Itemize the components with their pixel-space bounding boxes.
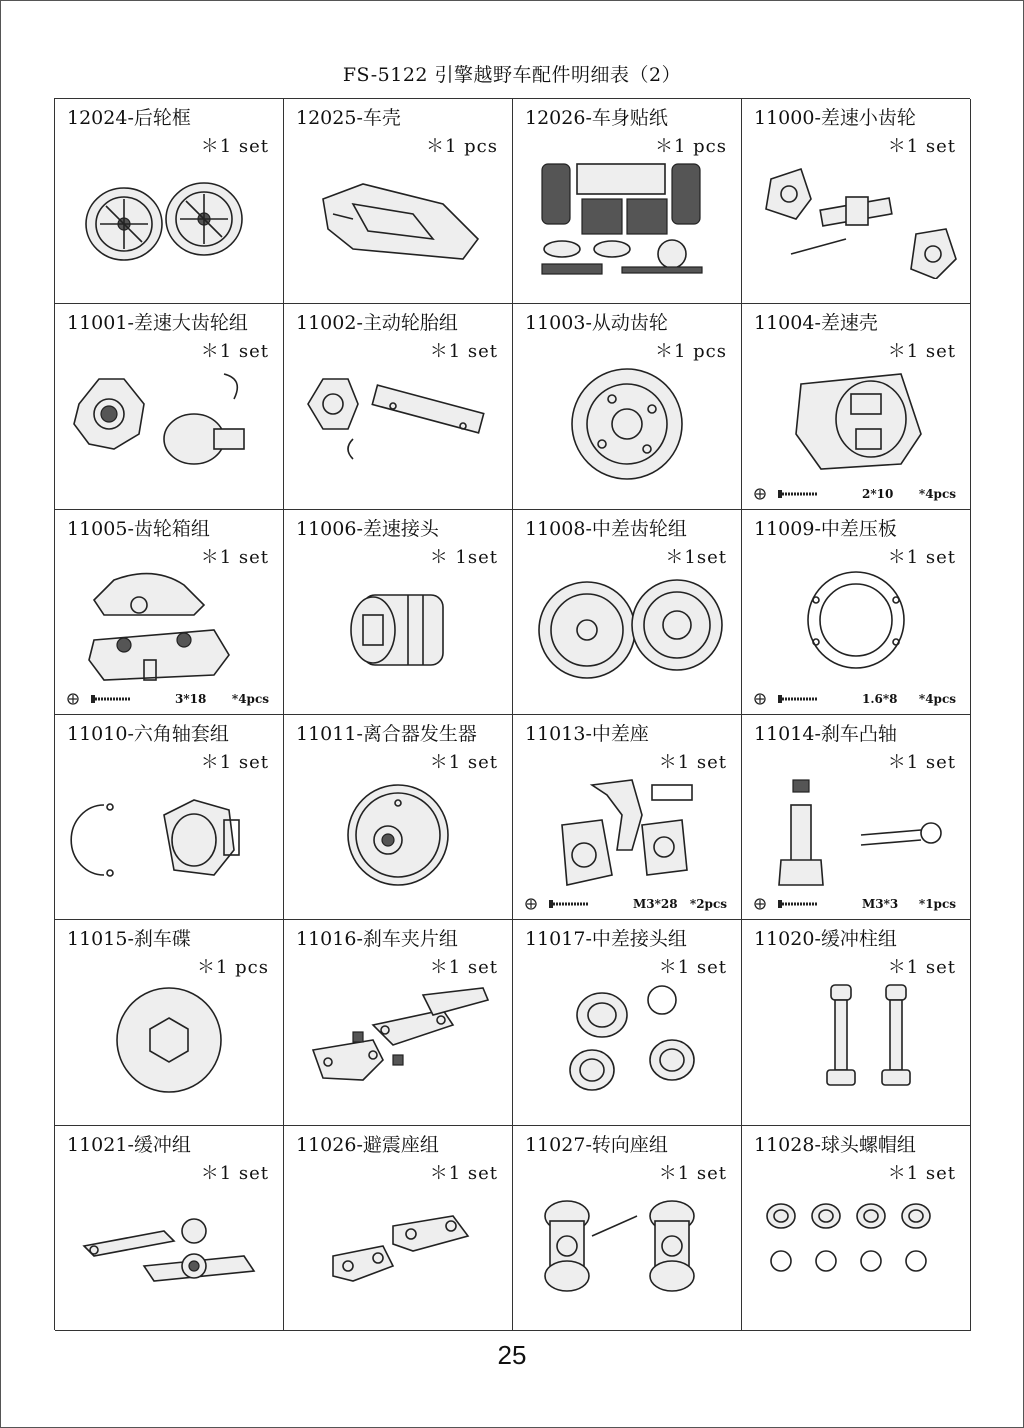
steering-knuckle-icon: [521, 1186, 733, 1306]
part-cell: [742, 920, 971, 1125]
part-quantity: ＊1 set: [200, 1162, 269, 1184]
brake-pads-icon: [292, 980, 504, 1100]
screw-spec: [752, 690, 960, 708]
part-cell: [55, 715, 284, 920]
part-quantity: ＊1 set: [887, 546, 956, 568]
screw-count: *4pcs: [918, 691, 956, 706]
part-name: 12026-车身贴纸: [525, 107, 668, 129]
servo-saver-icon: [63, 1186, 275, 1306]
screw-count: *2pcs: [689, 897, 727, 912]
part-name: 11015-刹车碟: [67, 928, 191, 951]
ring-gear-icon: [521, 364, 733, 484]
screw-spec: [752, 895, 960, 913]
part-quantity: ＊1 set: [200, 136, 269, 157]
part-name: 11014-刹车凸轴: [754, 722, 897, 745]
part-name: 11003-从动齿轮: [525, 312, 668, 335]
part-name: 11009-中差压板: [754, 517, 897, 540]
bevel-gear-set-icon: [750, 159, 962, 279]
screw-spec: [523, 895, 731, 913]
part-quantity: ＊1 set: [429, 341, 498, 363]
part-name: 11016-刹车夹片组: [296, 928, 458, 951]
screw-count: *1pcs: [918, 897, 956, 912]
part-quantity: ＊ 1set: [429, 546, 498, 568]
part-cell: [742, 99, 971, 304]
part-name: 11002-主动轮胎组: [296, 312, 458, 335]
part-cell: [742, 1126, 971, 1331]
part-quantity: ＊1 set: [200, 546, 269, 568]
large-gear-set-icon: [63, 364, 275, 484]
screw-icon: [523, 895, 623, 913]
part-quantity: ＊1 set: [429, 957, 498, 979]
part-name: 11021-缓冲组: [67, 1133, 191, 1156]
part-quantity: ＊1 set: [887, 957, 956, 979]
sticker-sheet-icon: [521, 159, 733, 279]
part-cell: [513, 920, 742, 1125]
part-cell: [55, 510, 284, 715]
part-name: 11001-差速大齿轮组: [67, 312, 248, 335]
ball-nut-set-icon: [750, 1186, 962, 1306]
part-cell: [55, 1126, 284, 1331]
part-cell: [513, 99, 742, 304]
part-cell: [284, 99, 513, 304]
spur-gears-icon: [521, 570, 733, 690]
hex-hub-icon: [63, 775, 275, 895]
part-cell: [55, 99, 284, 304]
screw-count: *4pcs: [918, 486, 956, 501]
part-name: 11017-中差接头组: [525, 928, 687, 951]
part-quantity: ＊1 set: [887, 341, 956, 363]
part-cell: [513, 304, 742, 509]
diff-outdrives-icon: [521, 980, 733, 1100]
part-name: 11020-缓冲柱组: [754, 928, 897, 951]
clutch-bell-icon: [292, 775, 504, 895]
screw-size: 2*10: [862, 486, 894, 501]
shock-mount-icon: [292, 1186, 504, 1306]
part-quantity: ＊1 pcs: [196, 957, 269, 979]
part-name: 11006-差速接头: [296, 517, 439, 540]
screw-icon: [65, 690, 165, 708]
part-cell: [284, 304, 513, 509]
part-quantity: ＊1 set: [200, 751, 269, 773]
screw-spec: [752, 485, 960, 503]
part-quantity: ＊1 set: [887, 1162, 956, 1184]
part-name: 11005-齿轮箱组: [67, 517, 210, 540]
part-name: 11026-避震座组: [296, 1133, 439, 1156]
part-cell: [284, 510, 513, 715]
part-name: 11010-六角轴套组: [67, 722, 229, 745]
screw-spec: [65, 690, 273, 708]
part-cell: [284, 1126, 513, 1331]
part-quantity: ＊1 set: [887, 751, 956, 773]
part-name: 11000-差速小齿轮: [754, 107, 916, 129]
page-title: FS-5122 引擎越野车配件明细表（2）: [342, 64, 682, 86]
part-quantity: ＊1 set: [658, 957, 727, 979]
part-cell: [513, 510, 742, 715]
parts-table: [54, 98, 970, 1330]
part-cell: [55, 920, 284, 1125]
diff-joint-icon: [292, 570, 504, 690]
part-name: 11011-离合器发生器: [296, 722, 477, 745]
part-quantity: ＊1 set: [658, 1162, 727, 1184]
pinion-shaft-icon: [292, 364, 504, 484]
screw-icon: [752, 690, 852, 708]
part-quantity: ＊1 set: [658, 751, 727, 773]
part-quantity: ＊1 set: [429, 1162, 498, 1184]
screw-icon: [752, 895, 852, 913]
part-cell: [513, 1126, 742, 1331]
part-quantity: ＊1 set: [200, 341, 269, 363]
part-quantity: ＊1 set: [429, 751, 498, 773]
part-cell: [742, 715, 971, 920]
screw-size: M3*28: [633, 897, 678, 912]
part-cell: [742, 510, 971, 715]
part-quantity: ＊1 pcs: [425, 136, 498, 157]
part-name: 11013-中差座: [525, 722, 649, 745]
part-name: 11027-转向座组: [525, 1133, 668, 1156]
brake-disc-icon: [63, 980, 275, 1100]
brake-cam-icon: [750, 775, 962, 895]
screw-size: 3*18: [175, 691, 207, 706]
screw-count: *4pcs: [231, 691, 269, 706]
part-name: 12025-车壳: [296, 107, 401, 129]
wheel-rims-icon: [63, 159, 275, 279]
part-cell: [742, 304, 971, 509]
screw-icon: [752, 485, 852, 503]
part-cell: [284, 715, 513, 920]
diff-plate-icon: [750, 570, 962, 690]
bumper-posts-icon: [750, 980, 962, 1100]
part-quantity: ＊1 pcs: [654, 341, 727, 363]
part-quantity: ＊1set: [665, 546, 727, 568]
part-cell: [55, 304, 284, 509]
car-body-shell-icon: [292, 159, 504, 279]
page-number: 25: [497, 1340, 527, 1370]
screw-size: M3*3: [862, 897, 899, 912]
gearbox-icon: [63, 570, 275, 690]
diff-case-icon: [750, 364, 962, 484]
part-name: 11028-球头螺帽组: [754, 1133, 916, 1156]
part-quantity: ＊1 pcs: [654, 136, 727, 157]
part-cell: [513, 715, 742, 920]
part-cell: [284, 920, 513, 1125]
center-diff-mount-icon: [521, 775, 733, 895]
part-name: 12024-后轮框: [67, 107, 191, 129]
part-name: 11008-中差齿轮组: [525, 517, 687, 540]
part-quantity: ＊1 set: [887, 136, 956, 157]
screw-size: 1.6*8: [862, 691, 898, 706]
part-name: 11004-差速壳: [754, 312, 878, 335]
